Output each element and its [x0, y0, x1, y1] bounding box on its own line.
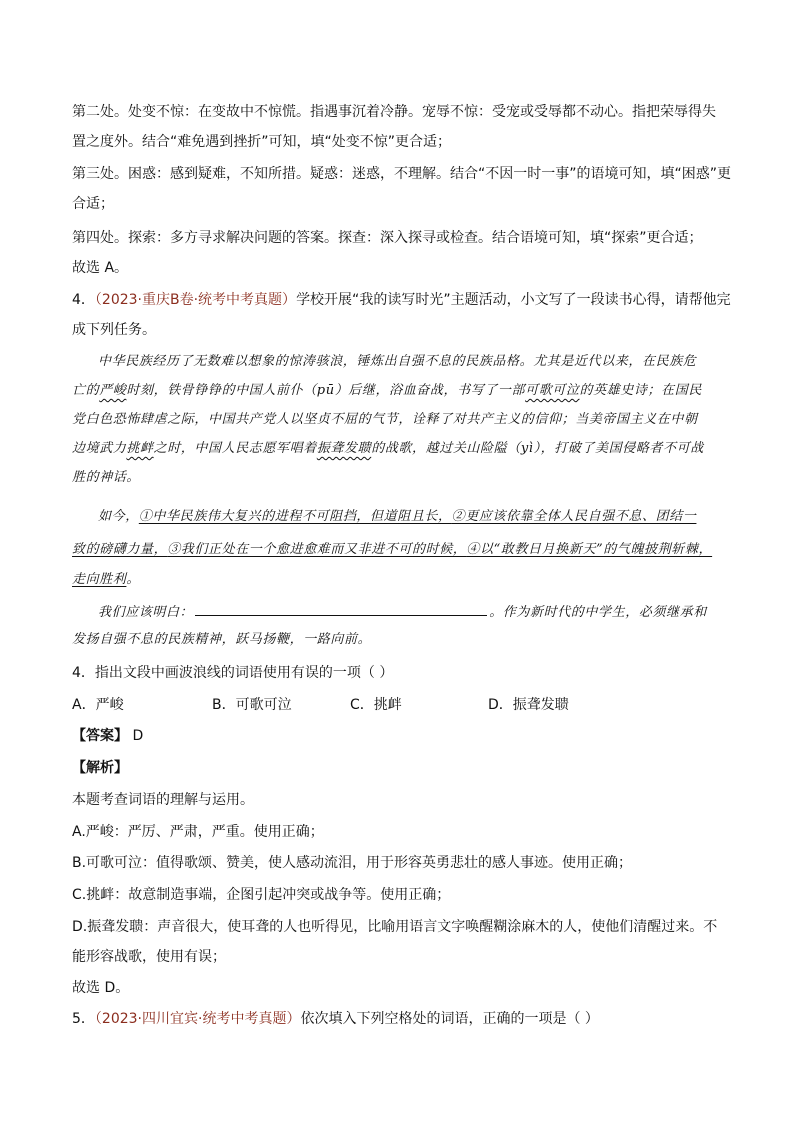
analysis-label: 【解析】 [72, 760, 128, 776]
passage-line [72, 381, 732, 401]
passage-text: 亡的 [72, 383, 100, 398]
passage-text: 的英雄史诗；在国民 [579, 383, 702, 398]
wavy-word-tiaoxin: 挑衅 [126, 441, 154, 456]
option-d[interactable]: D．振聋发聩 [488, 697, 569, 713]
underlined-sentence-3: ③我们正处在一个愈进愈难而又非进不可的时候， [167, 542, 467, 557]
analysis-line: 第四处。探索：多方寻求解决问题的答案。探查：深入探寻或检查。结合语境可知，填“探索”更合适； [72, 230, 703, 246]
underlined-sentence-4-cont: 走向胜利 [72, 572, 127, 587]
answer-blank[interactable] [195, 601, 487, 616]
passage-text: 。 [126, 572, 141, 587]
analysis-line: 第三处。困惑：感到疑难，不知所措。疑惑：迷惑，不理解。结合“不因一时一事”的语境可知，填“困惑”更 [72, 166, 732, 182]
passage-text: 的战歌，越过关山险隘（yì），打破了美国侵略者不可战 [371, 441, 704, 456]
passage-line [72, 540, 732, 560]
analysis-item-b: B.可歌可泣：值得歌颂、赞美，使人感动流泪，用于形容英勇悲壮的感人事迹。使用正确； [72, 855, 633, 871]
option-c[interactable]: C．挑衅 [350, 697, 402, 713]
question-source: （2023·四川宜宾·统考中考真题） [94, 1011, 301, 1027]
analysis-line: 故选 A。 [72, 260, 129, 276]
underlined-sentence-1: ①中华民族伟大复兴的进程不可阻挡，但道阻且长， [138, 509, 452, 524]
analysis-intro: 本题考查词语的理解与运用。 [72, 792, 254, 808]
passage-text: 如今， [98, 509, 139, 524]
wavy-word-zhenlongfakui: 振聋发聩 [316, 441, 372, 456]
passage-text: 边境武力 [72, 441, 127, 456]
passage-line [72, 570, 732, 590]
answer-value: D [132, 728, 144, 744]
analysis-line: 置之度外。结合“难免遇到挫折”可知，填“处变不惊”更合适； [72, 134, 452, 150]
passage-text: 。作为新时代的中学生，必须继承和 [489, 605, 707, 620]
passage-line [98, 507, 758, 527]
analysis-item-d: D.振聋发聩：声音很大，使耳聋的人也听得见，比喻用语言文字唤醒糊涂麻木的人，使他们清醒过来。不 [72, 919, 718, 935]
analysis-final: 故选 D。 [72, 980, 130, 996]
passage-text: 时刻，铁骨铮铮的中国人前仆（pū）后继，浴血奋战，书写了一部 [126, 383, 526, 398]
analysis-line: 第二处。处变不惊：在变故中不惊慌。指遇事沉着冷静。宠辱不惊：受宠或受辱都不动心。指把荣辱得失 [72, 104, 716, 120]
question-stem: 学校开展“我的读写时光”主题活动，小文写了一段读书心得，请帮他完 [296, 292, 731, 308]
option-b[interactable]: B．可歌可泣 [212, 697, 292, 713]
option-a[interactable]: A．严峻 [72, 697, 124, 713]
analysis-line: 合适； [72, 196, 114, 212]
underlined-sentence-2-cont: 致的磅礴力量， [72, 542, 168, 557]
passage-line [98, 601, 758, 623]
options-row [72, 695, 732, 715]
sub-question-stem: 4．指出文段中画波浪线的词语使用有误的一项（ ） [72, 665, 394, 681]
analysis-item-c: C.挑衅：故意制造事端，企图引起冲突或战争等。使用正确； [72, 887, 451, 903]
passage-line: 发扬自强不息的民族精神，跃马扬鞭，一路向前。 [72, 632, 372, 647]
question-4-intro [72, 290, 732, 310]
question-source: （2023·重庆B卷·统考中考真题） [94, 292, 297, 308]
question-5-intro [72, 1009, 732, 1029]
passage-text: 之时，中国人民志愿军唱着 [153, 441, 317, 456]
underlined-sentence-2: ②更应该依靠全体人民自强不息、团结一 [451, 509, 697, 524]
wavy-word-yanjun: 严峻 [99, 383, 127, 398]
passage-text: 我们应该明白： [98, 605, 194, 620]
analysis-item-d-cont: 能形容战歌，使用有误； [72, 949, 226, 965]
passage-line: 中华民族经历了无数难以想象的惊涛骇浪，锤炼出自强不息的民族品格。尤其是近代以来，在民族危 [98, 354, 697, 369]
question-4-intro-cont: 成下列任务。 [72, 322, 156, 338]
analysis-item-a: A.严峻：严厉、严肃，严重。使用正确； [72, 824, 324, 840]
answer-label: 【答案】 [72, 728, 128, 744]
answer-line [72, 726, 732, 746]
question-number: 5． [72, 1011, 95, 1027]
passage-line: 胜的神话。 [72, 470, 141, 485]
underlined-sentence-4: ④以“敢教日月换新天”的气魄披荆斩棘， [466, 542, 713, 557]
question-stem: 依次填入下列空格处的词语，正确的一项是（ ） [300, 1011, 599, 1027]
passage-line [72, 439, 732, 459]
wavy-word-kegekeqi: 可歌可泣 [525, 383, 580, 398]
passage-line: 党白色恐怖肆虐之际，中国共产党人以坚贞不屈的气节，诠释了对共产主义的信仰；当美帝国主义在中朝 [72, 412, 698, 427]
question-number: 4． [72, 292, 95, 308]
